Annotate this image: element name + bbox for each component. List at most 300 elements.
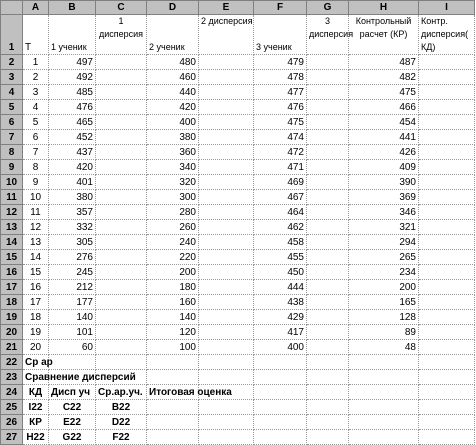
cell[interactable]: [147, 430, 199, 445]
cell-d17[interactable]: 180: [147, 280, 199, 295]
cell-g17[interactable]: [307, 280, 349, 295]
cell-b11[interactable]: 380: [49, 190, 96, 205]
row-header[interactable]: 22: [1, 355, 23, 370]
cell-i19[interactable]: [419, 310, 475, 325]
cell-b1[interactable]: 1 ученик: [49, 15, 96, 55]
cell-a10[interactable]: 9: [23, 175, 49, 190]
cell-c2[interactable]: [96, 55, 147, 70]
cell-f11[interactable]: 467: [254, 190, 307, 205]
cell[interactable]: [349, 430, 419, 445]
cell[interactable]: [307, 430, 349, 445]
cell-d14[interactable]: 240: [147, 235, 199, 250]
cell-d11[interactable]: 300: [147, 190, 199, 205]
cell[interactable]: [147, 415, 199, 430]
cell-b14[interactable]: 305: [49, 235, 96, 250]
cell-h18[interactable]: 165: [349, 295, 419, 310]
cell-e3[interactable]: [199, 70, 254, 85]
cell-c11[interactable]: [96, 190, 147, 205]
cell-a24[interactable]: КД: [23, 385, 49, 400]
cell-c5[interactable]: [96, 100, 147, 115]
cell-d21[interactable]: 100: [147, 340, 199, 355]
cell-e20[interactable]: [199, 325, 254, 340]
cell-c17[interactable]: [96, 280, 147, 295]
cell-a19[interactable]: 18: [23, 310, 49, 325]
cell-d12[interactable]: 280: [147, 205, 199, 220]
cell-f19[interactable]: 429: [254, 310, 307, 325]
cell-g19[interactable]: [307, 310, 349, 325]
row-header[interactable]: 9: [1, 160, 23, 175]
cell-d3[interactable]: 460: [147, 70, 199, 85]
cell[interactable]: [419, 400, 475, 415]
row-header[interactable]: 21: [1, 340, 23, 355]
cell-c20[interactable]: [96, 325, 147, 340]
table-row: [1, 175, 475, 190]
cell[interactable]: [419, 430, 475, 445]
cell-i21[interactable]: [419, 340, 475, 355]
cell-e6[interactable]: [199, 115, 254, 130]
cell-h14[interactable]: 294: [349, 235, 419, 250]
cell-i15[interactable]: [419, 250, 475, 265]
cell-d15[interactable]: 220: [147, 250, 199, 265]
cell-g4[interactable]: [307, 85, 349, 100]
cell-g12[interactable]: [307, 205, 349, 220]
cell-b26[interactable]: E22: [49, 415, 96, 430]
cell[interactable]: [349, 400, 419, 415]
cell-f5[interactable]: 476: [254, 100, 307, 115]
cell-c7[interactable]: [96, 130, 147, 145]
cell[interactable]: [49, 355, 96, 370]
cell-e2[interactable]: [199, 55, 254, 70]
cell-d6[interactable]: 400: [147, 115, 199, 130]
column-header-c[interactable]: C: [96, 1, 147, 15]
table-row: [1, 400, 475, 415]
row-header[interactable]: 25: [1, 400, 23, 415]
cell-c12[interactable]: [96, 205, 147, 220]
cell-b12[interactable]: 357: [49, 205, 96, 220]
cell-e14[interactable]: [199, 235, 254, 250]
cell[interactable]: [199, 355, 254, 370]
cell-b16[interactable]: 245: [49, 265, 96, 280]
cell-i2[interactable]: [419, 55, 475, 70]
cell-f18[interactable]: 438: [254, 295, 307, 310]
cell-d18[interactable]: 160: [147, 295, 199, 310]
cell-b6[interactable]: 465: [49, 115, 96, 130]
cell-c1[interactable]: 1 дисперсия: [96, 15, 147, 55]
cell-a17[interactable]: 16: [23, 280, 49, 295]
cell-g16[interactable]: [307, 265, 349, 280]
cell-c15[interactable]: [96, 250, 147, 265]
table-row: [1, 15, 475, 55]
row-header[interactable]: 13: [1, 220, 23, 235]
cell-h2[interactable]: 487: [349, 55, 419, 70]
cell-b15[interactable]: 276: [49, 250, 96, 265]
row-header[interactable]: 4: [1, 85, 23, 100]
cell-h10[interactable]: 390: [349, 175, 419, 190]
row-header[interactable]: 14: [1, 235, 23, 250]
row-header[interactable]: 16: [1, 265, 23, 280]
table-row: [1, 430, 475, 445]
cell[interactable]: [96, 355, 147, 370]
cell-e18[interactable]: [199, 295, 254, 310]
column-header-i[interactable]: I: [419, 1, 475, 15]
column-header-f[interactable]: F: [254, 1, 307, 15]
cell-b18[interactable]: 177: [49, 295, 96, 310]
cell-c13[interactable]: [96, 220, 147, 235]
cell-b13[interactable]: 332: [49, 220, 96, 235]
cell-f10[interactable]: 469: [254, 175, 307, 190]
cell-h4[interactable]: 475: [349, 85, 419, 100]
cell-b20[interactable]: 101: [49, 325, 96, 340]
cell-h21[interactable]: 48: [349, 340, 419, 355]
cell-e7[interactable]: [199, 130, 254, 145]
cell-g7[interactable]: [307, 130, 349, 145]
cell[interactable]: [199, 430, 254, 445]
cell-c19[interactable]: [96, 310, 147, 325]
column-header-row: [1, 1, 475, 15]
cell-a22[interactable]: Ср ар: [23, 355, 49, 370]
cell-a21[interactable]: 20: [23, 340, 49, 355]
cell-b4[interactable]: 485: [49, 85, 96, 100]
cell[interactable]: [254, 415, 307, 430]
cell-h11[interactable]: 369: [349, 190, 419, 205]
cell-e15[interactable]: [199, 250, 254, 265]
cell-d13[interactable]: 260: [147, 220, 199, 235]
cell-e19[interactable]: [199, 310, 254, 325]
row-header[interactable]: 26: [1, 415, 23, 430]
cell-a26[interactable]: КР: [23, 415, 49, 430]
cell-i3[interactable]: [419, 70, 475, 85]
cell-h19[interactable]: 128: [349, 310, 419, 325]
cell-e5[interactable]: [199, 100, 254, 115]
cell-c10[interactable]: [96, 175, 147, 190]
cell-d8[interactable]: 360: [147, 145, 199, 160]
cell-a16[interactable]: 15: [23, 265, 49, 280]
cell-d16[interactable]: 200: [147, 265, 199, 280]
column-header-g[interactable]: G: [307, 1, 349, 15]
cell-e4[interactable]: [199, 85, 254, 100]
cell-i5[interactable]: [419, 100, 475, 115]
table-row: [1, 190, 475, 205]
cell[interactable]: [419, 415, 475, 430]
row-header[interactable]: 6: [1, 115, 23, 130]
cell-c3[interactable]: [96, 70, 147, 85]
cell-f9[interactable]: 471: [254, 160, 307, 175]
cell-b9[interactable]: 420: [49, 160, 96, 175]
cell-e12[interactable]: [199, 205, 254, 220]
cell[interactable]: [254, 400, 307, 415]
cell-b17[interactable]: 212: [49, 280, 96, 295]
cell[interactable]: [307, 400, 349, 415]
row-header[interactable]: 10: [1, 175, 23, 190]
cell-a1[interactable]: Т: [23, 15, 49, 55]
cell-i17[interactable]: [419, 280, 475, 295]
table-row: [1, 205, 475, 220]
cell-a14[interactable]: 13: [23, 235, 49, 250]
cell-f20[interactable]: 417: [254, 325, 307, 340]
cell-d7[interactable]: 380: [147, 130, 199, 145]
cell-h16[interactable]: 234: [349, 265, 419, 280]
cell-c8[interactable]: [96, 145, 147, 160]
cell-f2[interactable]: 479: [254, 55, 307, 70]
cell-i18[interactable]: [419, 295, 475, 310]
cell-a9[interactable]: 8: [23, 160, 49, 175]
table-row: [1, 235, 475, 250]
cell-g5[interactable]: [307, 100, 349, 115]
cell-b24[interactable]: Дисп уч: [49, 385, 96, 400]
cell-e16[interactable]: [199, 265, 254, 280]
cell-i7[interactable]: [419, 130, 475, 145]
cell-a25[interactable]: I22: [23, 400, 49, 415]
cell-h3[interactable]: 482: [349, 70, 419, 85]
cell-g18[interactable]: [307, 295, 349, 310]
cell-g6[interactable]: [307, 115, 349, 130]
cell-g20[interactable]: [307, 325, 349, 340]
cell-f16[interactable]: 450: [254, 265, 307, 280]
cell[interactable]: [307, 385, 349, 400]
cell[interactable]: [349, 385, 419, 400]
table-row: [1, 220, 475, 235]
cell-c16[interactable]: [96, 265, 147, 280]
cell-c14[interactable]: [96, 235, 147, 250]
table-row: [1, 385, 475, 400]
cell-f21[interactable]: 400: [254, 340, 307, 355]
cell-c6[interactable]: [96, 115, 147, 130]
table-row: [1, 130, 475, 145]
cell-d19[interactable]: 140: [147, 310, 199, 325]
cell-a15[interactable]: 14: [23, 250, 49, 265]
column-header-e[interactable]: E: [199, 1, 254, 15]
cell[interactable]: [307, 370, 349, 385]
cell-c26[interactable]: D22: [96, 415, 147, 430]
row-header[interactable]: 27: [1, 430, 23, 445]
cell-e8[interactable]: [199, 145, 254, 160]
cell-i16[interactable]: [419, 265, 475, 280]
row-header[interactable]: 17: [1, 280, 23, 295]
row-header[interactable]: 18: [1, 295, 23, 310]
cell-f1[interactable]: 3 ученик: [254, 15, 307, 55]
cell[interactable]: [199, 415, 254, 430]
cell-h15[interactable]: 265: [349, 250, 419, 265]
table-row: [1, 265, 475, 280]
cell-f17[interactable]: 444: [254, 280, 307, 295]
cell-b25[interactable]: C22: [49, 400, 96, 415]
cell[interactable]: [199, 400, 254, 415]
cell-g13[interactable]: [307, 220, 349, 235]
row-header[interactable]: 8: [1, 145, 23, 160]
cell-g3[interactable]: [307, 70, 349, 85]
row-header[interactable]: 12: [1, 205, 23, 220]
cell-a5[interactable]: 4: [23, 100, 49, 115]
cell-b2[interactable]: 497: [49, 55, 96, 70]
cell-a11[interactable]: 10: [23, 190, 49, 205]
select-all-corner[interactable]: [1, 1, 23, 15]
cell-i13[interactable]: [419, 220, 475, 235]
cell-e9[interactable]: [199, 160, 254, 175]
cell-d9[interactable]: 340: [147, 160, 199, 175]
cell[interactable]: [254, 355, 307, 370]
cell-g10[interactable]: [307, 175, 349, 190]
row-header[interactable]: 1: [1, 15, 23, 55]
cell-h9[interactable]: 409: [349, 160, 419, 175]
cell[interactable]: [419, 355, 475, 370]
row-header[interactable]: 20: [1, 325, 23, 340]
row-header[interactable]: 5: [1, 100, 23, 115]
cell-c18[interactable]: [96, 295, 147, 310]
cell-i8[interactable]: [419, 145, 475, 160]
cell-i1[interactable]: Контр. дисперсия( КД): [419, 15, 475, 55]
cell-i12[interactable]: [419, 205, 475, 220]
table-row: [1, 85, 475, 100]
cell-a4[interactable]: 3: [23, 85, 49, 100]
cell-g2[interactable]: [307, 55, 349, 70]
cell-g1[interactable]: 3 дисперсия: [307, 15, 349, 55]
cell-d5[interactable]: 420: [147, 100, 199, 115]
cell-b3[interactable]: 492: [49, 70, 96, 85]
cell-f4[interactable]: 477: [254, 85, 307, 100]
column-header-b[interactable]: B: [49, 1, 96, 15]
table-row: [1, 250, 475, 265]
cell-h1[interactable]: Контрольный расчет (КР): [349, 15, 419, 55]
cell-b27[interactable]: G22: [49, 430, 96, 445]
cell-c24[interactable]: Ср.ар.уч.: [96, 385, 147, 400]
row-header[interactable]: 23: [1, 370, 23, 385]
table-row: [1, 415, 475, 430]
cell[interactable]: [419, 385, 475, 400]
cell-g14[interactable]: [307, 235, 349, 250]
cell-g21[interactable]: [307, 340, 349, 355]
cell-h8[interactable]: 426: [349, 145, 419, 160]
cell-e21[interactable]: [199, 340, 254, 355]
cell-i4[interactable]: [419, 85, 475, 100]
cell-a20[interactable]: 19: [23, 325, 49, 340]
cell-a12[interactable]: 11: [23, 205, 49, 220]
cell[interactable]: [254, 385, 307, 400]
cell-b5[interactable]: 476: [49, 100, 96, 115]
cell-c25[interactable]: B22: [96, 400, 147, 415]
cell[interactable]: [254, 370, 307, 385]
cell[interactable]: [147, 370, 199, 385]
table-row: [1, 145, 475, 160]
cell[interactable]: [199, 370, 254, 385]
cell-d10[interactable]: 320: [147, 175, 199, 190]
cell-f3[interactable]: 478: [254, 70, 307, 85]
cell-h5[interactable]: 466: [349, 100, 419, 115]
column-header-a[interactable]: A: [23, 1, 49, 15]
row-header[interactable]: 15: [1, 250, 23, 265]
cell-i14[interactable]: [419, 235, 475, 250]
cell-h12[interactable]: 346: [349, 205, 419, 220]
cell-c21[interactable]: [96, 340, 147, 355]
column-header-h[interactable]: H: [349, 1, 419, 15]
table-row: [1, 310, 475, 325]
cell-d4[interactable]: 440: [147, 85, 199, 100]
cell-d20[interactable]: 120: [147, 325, 199, 340]
cell-a8[interactable]: 7: [23, 145, 49, 160]
cell-e1[interactable]: 2 дисперсия: [199, 15, 254, 55]
cell-d2[interactable]: 480: [147, 55, 199, 70]
cell-f7[interactable]: 474: [254, 130, 307, 145]
cell-h13[interactable]: 321: [349, 220, 419, 235]
cell[interactable]: [147, 355, 199, 370]
cell[interactable]: [254, 430, 307, 445]
cell-a27[interactable]: H22: [23, 430, 49, 445]
cell[interactable]: [349, 355, 419, 370]
row-header[interactable]: 2: [1, 55, 23, 70]
table-row: [1, 55, 475, 70]
cell-b10[interactable]: 401: [49, 175, 96, 190]
cell-a3[interactable]: 2: [23, 70, 49, 85]
cell-g15[interactable]: [307, 250, 349, 265]
cell-d24[interactable]: Итоговая оценка: [147, 385, 199, 400]
cell-g9[interactable]: [307, 160, 349, 175]
row-header[interactable]: 3: [1, 70, 23, 85]
cell-h20[interactable]: 89: [349, 325, 419, 340]
cell-f8[interactable]: 472: [254, 145, 307, 160]
cell-e10[interactable]: [199, 175, 254, 190]
cell-i11[interactable]: [419, 190, 475, 205]
cell-b8[interactable]: 437: [49, 145, 96, 160]
row-header[interactable]: 19: [1, 310, 23, 325]
cell-e17[interactable]: [199, 280, 254, 295]
row-header[interactable]: 11: [1, 190, 23, 205]
cell-b7[interactable]: 452: [49, 130, 96, 145]
row-header[interactable]: 24: [1, 385, 23, 400]
cell-h7[interactable]: 441: [349, 130, 419, 145]
cell-i10[interactable]: [419, 175, 475, 190]
cell-a6[interactable]: 5: [23, 115, 49, 130]
cell-g11[interactable]: [307, 190, 349, 205]
cell[interactable]: [147, 400, 199, 415]
cell-a13[interactable]: 12: [23, 220, 49, 235]
cell-h17[interactable]: 200: [349, 280, 419, 295]
cell-i9[interactable]: [419, 160, 475, 175]
cell-h6[interactable]: 454: [349, 115, 419, 130]
cell[interactable]: [349, 415, 419, 430]
cell-g8[interactable]: [307, 145, 349, 160]
cell[interactable]: [349, 370, 419, 385]
cell-d1[interactable]: 2 ученик: [147, 15, 199, 55]
cell[interactable]: [307, 355, 349, 370]
cell-e11[interactable]: [199, 190, 254, 205]
column-header-d[interactable]: D: [147, 1, 199, 15]
cell-c4[interactable]: [96, 85, 147, 100]
cell-i6[interactable]: [419, 115, 475, 130]
cell-b21[interactable]: 60: [49, 340, 96, 355]
cell-f13[interactable]: 462: [254, 220, 307, 235]
cell-f12[interactable]: 464: [254, 205, 307, 220]
table-row: [1, 100, 475, 115]
cell-b19[interactable]: 140: [49, 310, 96, 325]
cell-a18[interactable]: 17: [23, 295, 49, 310]
cell-e13[interactable]: [199, 220, 254, 235]
cell-a23[interactable]: Сравнение дисперсий: [23, 370, 49, 385]
cell-a2[interactable]: 1: [23, 55, 49, 70]
cell-c27[interactable]: F22: [96, 430, 147, 445]
cell[interactable]: [307, 415, 349, 430]
cell-f6[interactable]: 475: [254, 115, 307, 130]
cell[interactable]: [419, 370, 475, 385]
cell-f15[interactable]: 455: [254, 250, 307, 265]
cell-a7[interactable]: 6: [23, 130, 49, 145]
table-row: [1, 355, 475, 370]
table-row: [1, 115, 475, 130]
table-row: [1, 160, 475, 175]
cell-i20[interactable]: [419, 325, 475, 340]
row-header[interactable]: 7: [1, 130, 23, 145]
cell-c9[interactable]: [96, 160, 147, 175]
cell-f14[interactable]: 458: [254, 235, 307, 250]
table-row: [1, 280, 475, 295]
